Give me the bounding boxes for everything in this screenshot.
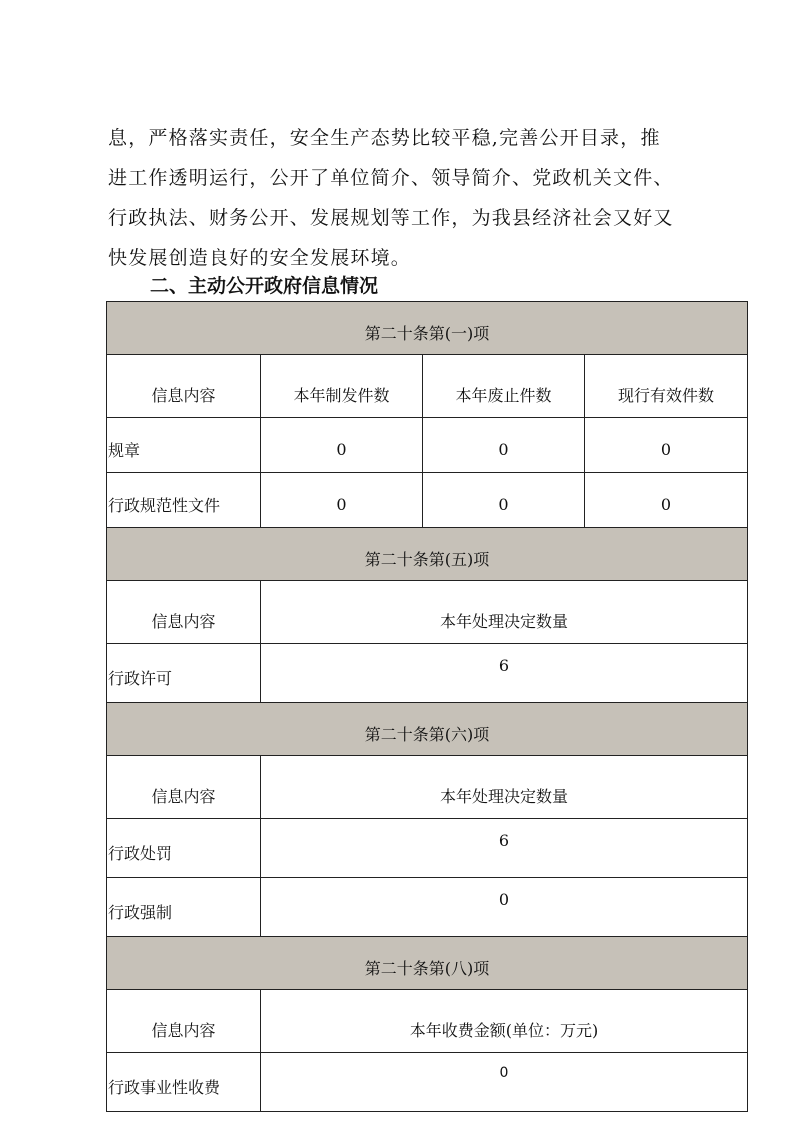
column-header: 信息内容 (107, 581, 261, 644)
column-header: 现行有效件数 (585, 355, 748, 418)
section-band-article-20-8 (107, 937, 748, 990)
cell-value: 0 (585, 473, 748, 528)
section-heading: 二、主动公开政府信息情况 (150, 275, 379, 297)
cell-value: 0 (423, 418, 585, 473)
cell-value: 0 (261, 878, 748, 937)
cell-value: 0 (261, 473, 423, 528)
row-label: 行政许可 (107, 644, 261, 703)
cell-value: 0 (261, 418, 423, 473)
column-header: 信息内容 (107, 355, 261, 418)
column-header: 本年处理决定数量 (261, 581, 748, 644)
table-row (107, 878, 748, 937)
cell-value: 6 (261, 644, 748, 703)
section-band-article-20-6 (107, 703, 748, 756)
column-header: 信息内容 (107, 990, 261, 1053)
column-header: 信息内容 (107, 756, 261, 819)
table-row (107, 1053, 748, 1112)
row-label: 行政强制 (107, 878, 261, 937)
cell-value: 0 (261, 1053, 748, 1112)
table-row (107, 644, 748, 703)
row-label: 规章 (107, 418, 261, 473)
section-band-article-20-1 (107, 302, 748, 355)
paragraph-line: 快发展创造良好的安全发展环境。 (108, 247, 412, 269)
table-row (107, 473, 748, 528)
column-header: 本年废止件数 (423, 355, 585, 418)
section-band-article-20-5 (107, 528, 748, 581)
table-row (107, 819, 748, 878)
table-header-row (107, 756, 748, 819)
section-title: 第二十条第(五)项 (107, 528, 748, 581)
paragraph-line: 行政执法、财务公开、发展规划等工作，为我县经济社会又好又 (108, 207, 674, 229)
paragraph-line: 进工作透明运行，公开了单位简介、领导简介、党政机关文件、 (108, 167, 674, 189)
table-header-row (107, 990, 748, 1053)
cell-value: 6 (261, 819, 748, 878)
column-header: 本年制发件数 (261, 355, 423, 418)
table-header-row (107, 581, 748, 644)
table-row (107, 418, 748, 473)
row-label: 行政规范性文件 (107, 473, 261, 528)
table-header-row (107, 355, 748, 418)
row-label: 行政处罚 (107, 819, 261, 878)
cell-value: 0 (423, 473, 585, 528)
section-title: 第二十条第(八)项 (107, 937, 748, 990)
section-title: 第二十条第(六)项 (107, 703, 748, 756)
government-info-table (106, 301, 748, 1112)
body-paragraph (108, 118, 708, 278)
section-title: 第二十条第(一)项 (107, 302, 748, 355)
column-header: 本年处理决定数量 (261, 756, 748, 819)
column-header: 本年收费金额(单位：万元) (261, 990, 748, 1053)
paragraph-line: 息，严格落实责任，安全生产态势比较平稳,完善公开目录，推 (108, 127, 661, 149)
row-label: 行政事业性收费 (107, 1053, 261, 1112)
cell-value: 0 (585, 418, 748, 473)
